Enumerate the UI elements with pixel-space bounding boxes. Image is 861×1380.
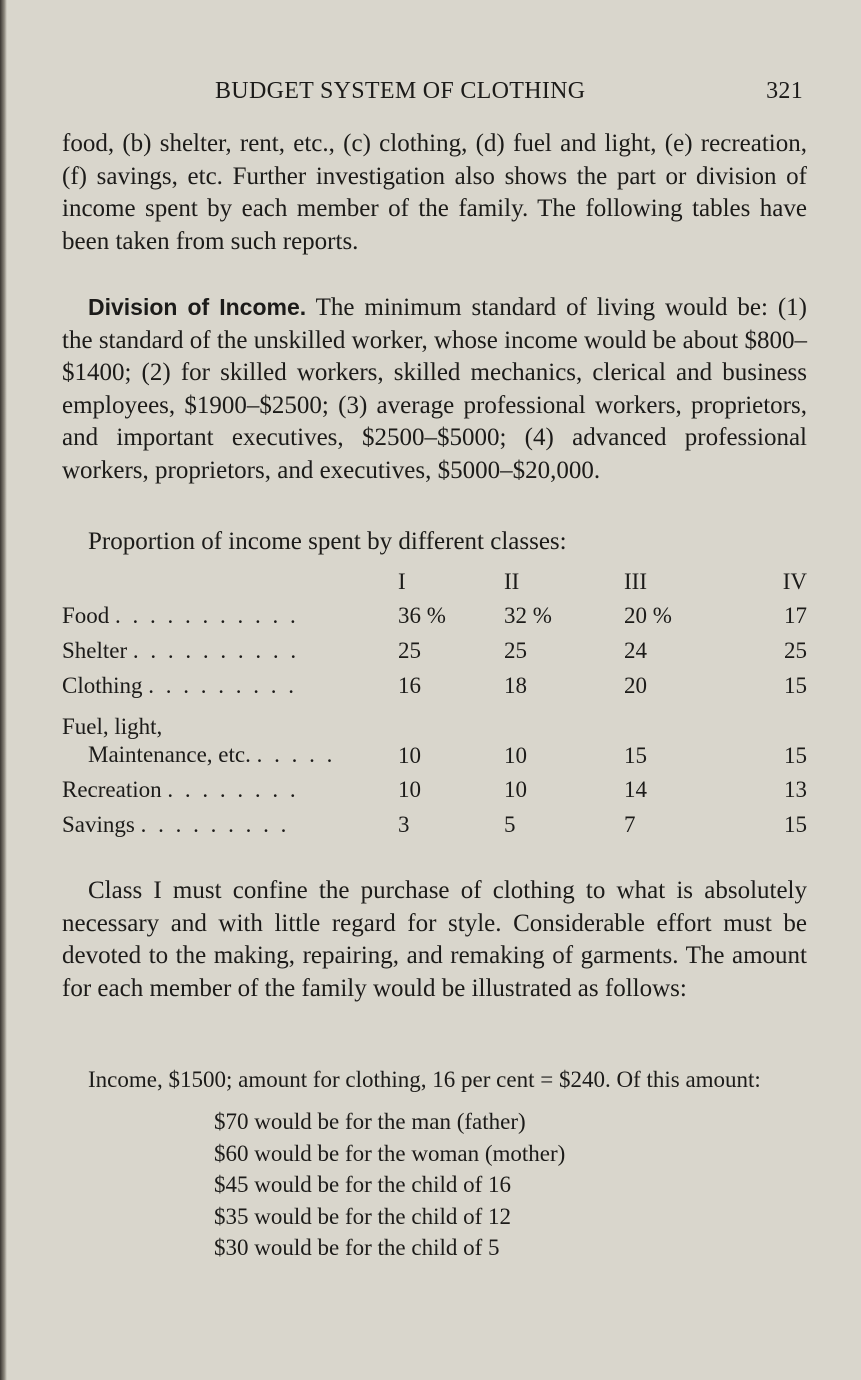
table-cell: 5 <box>504 811 516 837</box>
running-title: BUDGET SYSTEM OF CLOTHING <box>215 78 586 104</box>
table-cell: 15 <box>624 743 647 768</box>
row-label: Shelter . . . . . . . . . . <box>62 637 300 663</box>
table-cell: 15 <box>784 811 807 837</box>
clothing-budget-example <box>62 1064 807 1264</box>
table-row <box>62 703 807 772</box>
row-label: Recreation . . . . . . . . <box>62 776 299 802</box>
paragraph-division-of-income <box>62 291 807 488</box>
row-label: Fuel, light, Maintenance, etc. . . . . . <box>62 714 336 767</box>
allocation-line: $70 would be for the man (father) <box>214 1109 526 1134</box>
row-label: Savings . . . . . . . . . <box>62 811 290 837</box>
table-cell: 18 <box>504 672 527 698</box>
table-cell: 10 <box>398 743 421 768</box>
example-intro: Income, $1500; amount for clothing, 16 per cent = $240. Of this amount: <box>88 1067 761 1092</box>
page-binding-edge <box>0 0 7 1380</box>
table-cell: 10 <box>504 776 527 802</box>
table-cell: 13 <box>784 776 807 802</box>
paragraph-text: food, (b) shelter, rent, etc., (c) clothing, (d) fuel and light, (e) recreation, (f) savings, etc. Further investigation also shows the part or division of income spent by each member of the family. The following tables have been taken from such reports. <box>62 130 807 255</box>
allocation-line: $30 would be for the child of 5 <box>214 1235 500 1260</box>
column-header: IV <box>782 569 807 594</box>
table-cell: 25 <box>784 637 807 663</box>
table-row <box>62 598 807 633</box>
table-cell: 14 <box>624 776 647 802</box>
table-cell: 15 <box>784 743 807 768</box>
table-cell: 32 % <box>504 602 552 628</box>
table-intro-text: Proportion of income spent by different classes: <box>88 528 567 555</box>
table-cell: 25 <box>398 637 421 663</box>
table-cell: 36 % <box>398 602 446 628</box>
table-cell: 20 % <box>624 602 672 628</box>
paragraph-body <box>62 291 807 488</box>
table-header-blank <box>62 566 398 598</box>
table-row <box>62 807 807 842</box>
paragraph-text: The minimum standard of living would be: (1) the standard of the unskilled worker, whose income would be about $800–$1400; (2) for skilled workers, skilled mechanics, clerical and business employees, $1900–$2500; (3) average professional workers, proprietors, and important executives, $2500–$5000; (4) advanced professional workers, proprietors, and executives, $5000–$20,000. <box>62 294 807 484</box>
section-heading: Division of Income. <box>88 294 307 320</box>
row-label: Clothing . . . . . . . . . <box>62 672 298 698</box>
paragraph-class-i <box>62 875 807 1005</box>
table-row <box>62 668 807 703</box>
income-proportion-table <box>62 566 807 842</box>
table-header-row <box>62 566 807 598</box>
page-number: 321 <box>766 78 803 104</box>
table-cell: 10 <box>398 776 421 802</box>
table-cell: 25 <box>504 637 527 663</box>
row-label: Food . . . . . . . . . . . <box>62 602 299 628</box>
table-intro <box>62 526 807 559</box>
running-header <box>62 78 807 112</box>
table-cell: 17 <box>784 602 807 628</box>
table-row <box>62 772 807 807</box>
table-cell: 7 <box>624 811 636 837</box>
column-header: II <box>504 569 520 594</box>
table-cell: 20 <box>624 672 647 698</box>
table-cell: 10 <box>504 743 527 768</box>
allocation-line: $45 would be for the child of 16 <box>214 1172 512 1197</box>
table-cell: 16 <box>398 672 421 698</box>
column-header: I <box>398 569 406 594</box>
table-cell: 3 <box>398 811 410 837</box>
table-row <box>62 633 807 668</box>
column-header: III <box>624 569 647 594</box>
allocation-line: $35 would be for the child of 12 <box>214 1203 512 1229</box>
table-cell: 15 <box>784 672 807 698</box>
table-cell: 24 <box>624 637 647 663</box>
paragraph-continued <box>62 128 807 258</box>
allocation-line: $60 would be for the woman (mother) <box>214 1140 566 1166</box>
paragraph-text: Class I must confine the purchase of clothing to what is absolutely necessary and with little regard for style. Considerable effort must be devoted to the making, repairing, and remaking of garments. The amount for each member of the family would be illustrated as follows: <box>62 877 807 1002</box>
